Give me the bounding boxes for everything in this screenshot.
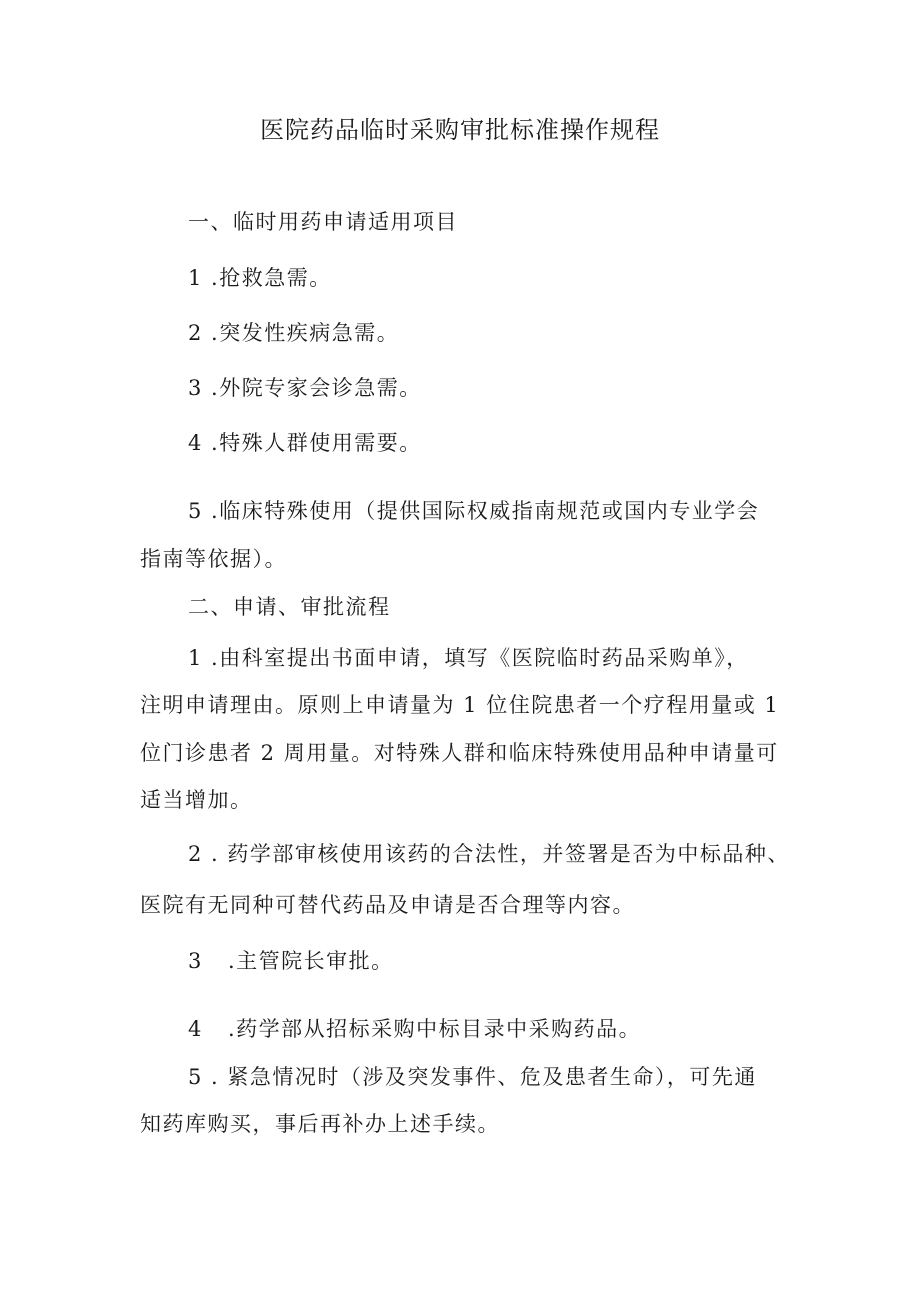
section2-item-4-text: .药学部从招标采购中标目录中采购药品。 [228, 1017, 642, 1041]
section2-item-3 [188, 944, 394, 978]
section1-item-5-line1: 5 .临床特殊使用（提供国际权威指南规范或国内专业学会 [188, 499, 760, 523]
section1-item-5-line2: 指南等依据）。 [140, 547, 287, 571]
section1-item-1: 1 .抢救急需。 [188, 266, 332, 290]
document-title: 医院药品临时采购审批标准操作规程 [260, 116, 660, 144]
section2-item-1-line1: 1 .由科室提出书面申请，填写《医院临时药品采购单》， [188, 646, 749, 670]
section2-item-4-number: 4 [188, 1017, 203, 1041]
section2-item-1-line4: 适当增加。 [140, 788, 253, 812]
section2-item-2-line1: 2 . 药学部审核使用该药的合法性，并签署是否为中标品种、 [188, 842, 790, 866]
section2-heading: 二、申请、审批流程 [188, 595, 391, 619]
section2-item-5-line1: 5 . 紧急情况时（涉及突发事件、危及患者生命），可先通 [188, 1065, 757, 1089]
section1-item-2: 2 .突发性疾病急需。 [188, 321, 400, 345]
section2-item-2-line2: 医院有无同种可替代药品及申请是否合理等内容。 [140, 893, 635, 917]
section2-item-5-line2: 知药库购买，事后再补办上述手续。 [140, 1112, 500, 1136]
section2-item-3-text: .主管院长审批。 [228, 949, 394, 973]
section1-heading: 一、临时用药申请适用项目 [188, 210, 458, 234]
section2-item-4 [188, 1012, 641, 1046]
section1-item-4: 4 .特殊人群使用需要。 [188, 431, 422, 455]
section1-item-3: 3 .外院专家会诊急需。 [188, 376, 422, 400]
section2-item-1-line2: 注明申请理由。原则上申请量为 1 位住院患者一个疗程用量或 1 [140, 693, 780, 717]
section2-item-1-line3: 位门诊患者 2 周用量。对特殊人群和临床特殊使用品种申请量可 [140, 741, 779, 765]
section2-item-3-number: 3 [188, 949, 203, 973]
